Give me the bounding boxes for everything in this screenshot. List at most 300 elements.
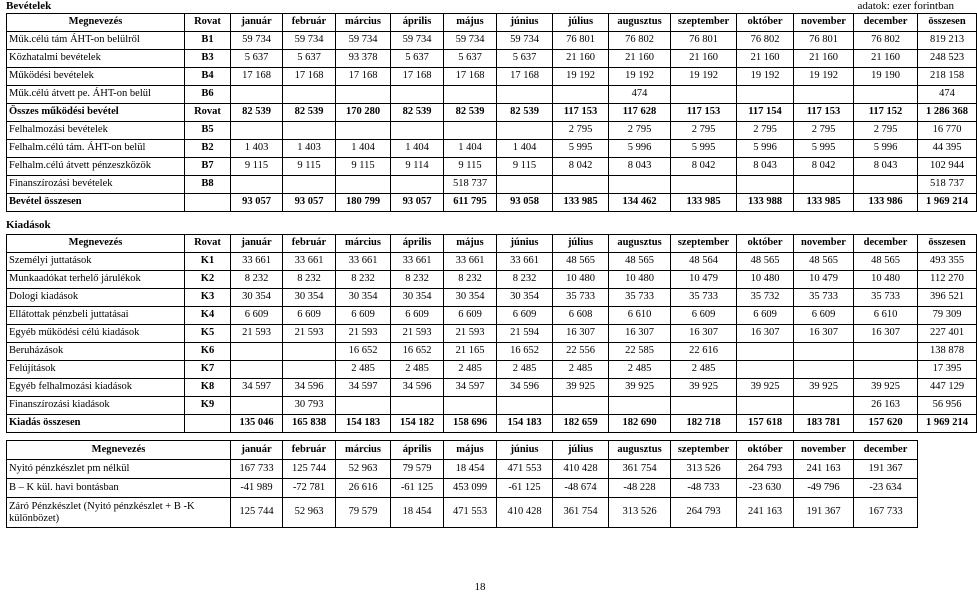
table-cell: -41 989 <box>231 479 283 498</box>
table-cell: 248 523 <box>918 50 977 68</box>
column-header: június <box>497 235 553 253</box>
column-header: január <box>231 235 283 253</box>
units-note: adatok: ezer forintban <box>857 0 954 12</box>
column-header: március <box>336 441 391 460</box>
column-header: október <box>737 441 794 460</box>
table-cell: 16 307 <box>553 325 609 343</box>
table-cell: 21 160 <box>609 50 671 68</box>
table-cell <box>553 86 609 104</box>
table-cell: 19 192 <box>671 68 737 86</box>
table-cell: 102 944 <box>918 158 977 176</box>
row-code: B1 <box>185 32 231 50</box>
table-cell: 17 168 <box>497 68 553 86</box>
column-header: május <box>444 235 497 253</box>
table-cell: -61 125 <box>497 479 553 498</box>
table-cell: 2 795 <box>671 122 737 140</box>
table-row <box>7 253 977 271</box>
table-cell: 471 553 <box>497 460 553 479</box>
table-cell: 1 969 214 <box>918 194 977 212</box>
table-cell: 79 579 <box>391 460 444 479</box>
table-cell: 5 996 <box>854 140 918 158</box>
table-cell: -23 634 <box>854 479 918 498</box>
table-cell: 133 985 <box>794 194 854 212</box>
table-cell: 39 925 <box>854 379 918 397</box>
table-cell: 93 057 <box>231 194 283 212</box>
table-cell: 218 158 <box>918 68 977 86</box>
table-cell: 93 378 <box>336 50 391 68</box>
table-cell <box>794 361 854 379</box>
table-cell: 21 593 <box>336 325 391 343</box>
table-cell: 9 115 <box>444 158 497 176</box>
row-code: B7 <box>185 158 231 176</box>
table-cell: 6 610 <box>854 307 918 325</box>
table-cell: 1 404 <box>444 140 497 158</box>
table-cell: 19 190 <box>854 68 918 86</box>
table-cell: 2 795 <box>609 122 671 140</box>
table-cell: 10 479 <box>671 271 737 289</box>
table-cell: 33 661 <box>444 253 497 271</box>
table-cell <box>283 122 336 140</box>
table-cell: 52 963 <box>336 460 391 479</box>
row-code: B8 <box>185 176 231 194</box>
table-cell <box>794 397 854 415</box>
table-cell: 33 661 <box>231 253 283 271</box>
table-cell: 1 404 <box>497 140 553 158</box>
column-header: Rovat <box>185 14 231 32</box>
table-cell <box>336 176 391 194</box>
row-label: Felhalm.célú átvett pénzeszközök <box>7 158 185 176</box>
table-cell: 30 354 <box>391 289 444 307</box>
column-header: szeptember <box>671 441 737 460</box>
row-label: Felújítások <box>7 361 185 379</box>
table-cell <box>553 397 609 415</box>
table-cell: 6 609 <box>737 307 794 325</box>
row-label: Bevétel összesen <box>7 194 185 212</box>
table-cell: 5 637 <box>283 50 336 68</box>
table-cell <box>854 361 918 379</box>
table-cell: 2 485 <box>671 361 737 379</box>
table-cell: 2 485 <box>444 361 497 379</box>
table-cell <box>283 343 336 361</box>
table-cell: 6 609 <box>444 307 497 325</box>
table-cell: 48 565 <box>737 253 794 271</box>
table-cell: 133 988 <box>737 194 794 212</box>
table-cell: 134 462 <box>609 194 671 212</box>
table-cell: 182 690 <box>609 415 671 433</box>
table-cell: 1 403 <box>283 140 336 158</box>
table-cell: 396 521 <box>918 289 977 307</box>
table-cell: 2 485 <box>391 361 444 379</box>
table-cell: 34 597 <box>336 379 391 397</box>
table-cell: -49 796 <box>794 479 854 498</box>
table-cell: 8 043 <box>609 158 671 176</box>
table-row <box>7 122 977 140</box>
column-header: december <box>854 235 918 253</box>
table-cell: 165 838 <box>283 415 336 433</box>
column-header: június <box>497 441 553 460</box>
column-header: összesen <box>918 14 977 32</box>
row-label: Összes működési bevétel <box>7 104 185 122</box>
table-cell: 16 307 <box>671 325 737 343</box>
table-cell: 35 733 <box>553 289 609 307</box>
table-cell: 16 770 <box>918 122 977 140</box>
table-cell: 39 925 <box>737 379 794 397</box>
table-cell: 5 995 <box>794 140 854 158</box>
table-cell: 5 995 <box>671 140 737 158</box>
table-cell: 138 878 <box>918 343 977 361</box>
table-cell: 48 564 <box>671 253 737 271</box>
table-cell: 471 553 <box>444 498 497 528</box>
table-cell: 191 367 <box>794 498 854 528</box>
column-header: január <box>231 14 283 32</box>
table-cell: 410 428 <box>553 460 609 479</box>
table-cell: 44 395 <box>918 140 977 158</box>
table-cell: -48 228 <box>609 479 671 498</box>
column-header: április <box>391 14 444 32</box>
table-row <box>7 86 977 104</box>
table-cell: -72 781 <box>283 479 336 498</box>
table-cell: 167 733 <box>854 498 918 528</box>
table-cell <box>336 86 391 104</box>
table-cell: 19 192 <box>737 68 794 86</box>
table-cell: 2 485 <box>553 361 609 379</box>
table-cell <box>671 397 737 415</box>
table-row <box>7 140 977 158</box>
table-cell: 76 802 <box>737 32 794 50</box>
table-cell: 264 793 <box>671 498 737 528</box>
table-cell: 6 609 <box>336 307 391 325</box>
table-cell: 8 232 <box>283 271 336 289</box>
table-cell <box>497 397 553 415</box>
table-cell: 21 160 <box>737 50 794 68</box>
row-code: K4 <box>185 307 231 325</box>
table-cell <box>497 122 553 140</box>
table-cell: 241 163 <box>737 498 794 528</box>
table-cell: 21 593 <box>283 325 336 343</box>
table-cell: 5 637 <box>444 50 497 68</box>
row-label: Kiadás összesen <box>7 415 185 433</box>
table-cell: 133 985 <box>671 194 737 212</box>
table-cell: 191 367 <box>854 460 918 479</box>
row-label: Felhalmozási bevételek <box>7 122 185 140</box>
row-label: Dologi kiadások <box>7 289 185 307</box>
table-cell <box>444 122 497 140</box>
expenses-header-row <box>7 235 977 253</box>
column-header: december <box>854 14 918 32</box>
table-cell: 117 628 <box>609 104 671 122</box>
table-cell <box>737 176 794 194</box>
row-label: Finanszírozási bevételek <box>7 176 185 194</box>
table-cell: 17 168 <box>444 68 497 86</box>
table-cell: 39 925 <box>553 379 609 397</box>
table-row <box>7 104 977 122</box>
table-cell: 16 307 <box>609 325 671 343</box>
column-header: november <box>794 14 854 32</box>
table-cell: 26 163 <box>854 397 918 415</box>
column-header: július <box>553 235 609 253</box>
table-cell: 2 485 <box>497 361 553 379</box>
table-cell <box>391 86 444 104</box>
table-cell <box>283 86 336 104</box>
table-cell: 133 985 <box>553 194 609 212</box>
table-cell: 33 661 <box>497 253 553 271</box>
table-cell: 17 168 <box>283 68 336 86</box>
table-cell: 35 732 <box>737 289 794 307</box>
table-cell: 39 925 <box>794 379 854 397</box>
table-cell: 241 163 <box>794 460 854 479</box>
table-cell: 59 734 <box>231 32 283 50</box>
table-row <box>7 343 977 361</box>
table-cell: 227 401 <box>918 325 977 343</box>
table-cell: 154 183 <box>497 415 553 433</box>
table-cell: 10 480 <box>553 271 609 289</box>
table-cell: 10 480 <box>854 271 918 289</box>
table-cell: 180 799 <box>336 194 391 212</box>
table-row <box>7 361 977 379</box>
table-cell: 93 057 <box>391 194 444 212</box>
table-cell: 474 <box>609 86 671 104</box>
table-cell: 6 609 <box>671 307 737 325</box>
row-code: B2 <box>185 140 231 158</box>
column-header: február <box>283 235 336 253</box>
table-cell: 21 165 <box>444 343 497 361</box>
table-row <box>7 307 977 325</box>
table-cell: -48 733 <box>671 479 737 498</box>
table-cell <box>497 86 553 104</box>
column-header: július <box>553 441 609 460</box>
row-label: Beruházások <box>7 343 185 361</box>
column-header: április <box>391 441 444 460</box>
row-code: K8 <box>185 379 231 397</box>
table-cell: 611 795 <box>444 194 497 212</box>
table-cell: 33 661 <box>336 253 391 271</box>
table-cell: 6 609 <box>391 307 444 325</box>
table-cell <box>231 86 283 104</box>
table-cell: 154 183 <box>336 415 391 433</box>
table-cell: 39 925 <box>609 379 671 397</box>
table-cell: 8 042 <box>794 158 854 176</box>
table-cell: 2 795 <box>553 122 609 140</box>
table-cell: 6 610 <box>609 307 671 325</box>
table-cell: 35 733 <box>609 289 671 307</box>
table-row <box>7 289 977 307</box>
table-cell: 5 637 <box>391 50 444 68</box>
revenue-table <box>6 13 977 212</box>
table-cell: 6 608 <box>553 307 609 325</box>
column-header: október <box>737 235 794 253</box>
table-cell: 8 232 <box>444 271 497 289</box>
column-header: Megnevezés <box>7 235 185 253</box>
row-code: K3 <box>185 289 231 307</box>
table-cell: 30 354 <box>497 289 553 307</box>
table-cell: 1 969 214 <box>918 415 977 433</box>
row-code <box>185 415 231 433</box>
column-header: Rovat <box>185 235 231 253</box>
row-code <box>185 194 231 212</box>
table-cell: 2 795 <box>794 122 854 140</box>
column-header: szeptember <box>671 14 737 32</box>
table-cell: -23 630 <box>737 479 794 498</box>
table-cell: 10 480 <box>609 271 671 289</box>
table-row <box>7 32 977 50</box>
table-row <box>7 397 977 415</box>
column-header: augusztus <box>609 441 671 460</box>
table-row <box>7 498 918 528</box>
table-cell: 22 585 <box>609 343 671 361</box>
table-cell: 18 454 <box>444 460 497 479</box>
table-cell: 16 652 <box>391 343 444 361</box>
row-label: Nyitó pénzkészlet pm nélkül <box>7 460 231 479</box>
table-cell: 117 153 <box>671 104 737 122</box>
column-header: június <box>497 14 553 32</box>
table-cell <box>231 176 283 194</box>
row-code: K2 <box>185 271 231 289</box>
table-cell: 447 129 <box>918 379 977 397</box>
table-cell: 19 192 <box>609 68 671 86</box>
column-header: összesen <box>918 235 977 253</box>
table-cell <box>671 176 737 194</box>
table-cell: 76 801 <box>794 32 854 50</box>
table-cell: 453 099 <box>444 479 497 498</box>
table-cell: 518 737 <box>918 176 977 194</box>
table-cell: 21 160 <box>794 50 854 68</box>
table-cell: 30 793 <box>283 397 336 415</box>
table-cell: 93 058 <box>497 194 553 212</box>
table-cell: -48 674 <box>553 479 609 498</box>
table-cell: 158 696 <box>444 415 497 433</box>
expenses-table <box>6 234 977 433</box>
table-cell: 112 270 <box>918 271 977 289</box>
table-cell: 8 042 <box>553 158 609 176</box>
table-cell: 117 154 <box>737 104 794 122</box>
table-cell <box>794 176 854 194</box>
table-cell: 35 733 <box>671 289 737 307</box>
table-cell <box>231 343 283 361</box>
column-header: augusztus <box>609 14 671 32</box>
table-cell: 30 354 <box>231 289 283 307</box>
table-cell: 1 404 <box>336 140 391 158</box>
table-cell: 410 428 <box>497 498 553 528</box>
table-cell <box>231 122 283 140</box>
row-label: Személyi juttatások <box>7 253 185 271</box>
table-cell <box>854 86 918 104</box>
table-cell: 5 637 <box>231 50 283 68</box>
row-code: K9 <box>185 397 231 415</box>
table-cell: 361 754 <box>553 498 609 528</box>
table-cell <box>737 397 794 415</box>
page-number: 18 <box>474 581 486 593</box>
table-cell <box>737 343 794 361</box>
table-cell: 82 539 <box>283 104 336 122</box>
table-cell: 9 115 <box>336 158 391 176</box>
table-cell: 9 115 <box>283 158 336 176</box>
table-cell: 82 539 <box>231 104 283 122</box>
table-cell <box>737 361 794 379</box>
table-cell: 6 609 <box>497 307 553 325</box>
table-cell <box>854 176 918 194</box>
table-cell: 10 480 <box>737 271 794 289</box>
expenses-section-title: Kiadások <box>6 219 51 231</box>
table-cell <box>444 397 497 415</box>
table-cell: 59 734 <box>391 32 444 50</box>
cash-table <box>6 440 918 528</box>
table-cell <box>336 122 391 140</box>
table-cell: 8 232 <box>497 271 553 289</box>
table-cell <box>444 86 497 104</box>
table-cell: 5 637 <box>497 50 553 68</box>
table-cell: 167 733 <box>231 460 283 479</box>
table-row <box>7 50 977 68</box>
table-cell: 21 160 <box>553 50 609 68</box>
table-cell: 361 754 <box>609 460 671 479</box>
table-cell: 35 733 <box>794 289 854 307</box>
table-cell: 313 526 <box>671 460 737 479</box>
table-cell: 52 963 <box>283 498 336 528</box>
table-row <box>7 415 977 433</box>
table-cell <box>671 86 737 104</box>
table-cell: 8 232 <box>391 271 444 289</box>
row-label: Műk.célú átvett pe. ÁHT-on belül <box>7 86 185 104</box>
table-cell <box>737 86 794 104</box>
table-row <box>7 479 918 498</box>
row-label: Záró Pénzkészlet (Nyitó pénzkészlet + B -K különbözet) <box>7 498 231 528</box>
table-cell: 6 609 <box>231 307 283 325</box>
table-cell: 157 618 <box>737 415 794 433</box>
table-cell: 6 609 <box>794 307 854 325</box>
table-cell: 313 526 <box>609 498 671 528</box>
column-header: Megnevezés <box>7 441 231 460</box>
table-cell: 76 801 <box>671 32 737 50</box>
table-cell: 82 539 <box>391 104 444 122</box>
table-cell: 8 232 <box>231 271 283 289</box>
table-cell: 59 734 <box>444 32 497 50</box>
column-header: január <box>231 441 283 460</box>
table-cell: 22 616 <box>671 343 737 361</box>
table-cell: 5 996 <box>609 140 671 158</box>
revenue-section-title: Bevételek <box>6 0 52 12</box>
table-cell: 21 594 <box>497 325 553 343</box>
table-cell: 117 153 <box>553 104 609 122</box>
table-cell: 17 395 <box>918 361 977 379</box>
table-cell: 819 213 <box>918 32 977 50</box>
table-cell: 21 593 <box>444 325 497 343</box>
row-label: Egyéb működési célú kiadások <box>7 325 185 343</box>
table-cell: 5 996 <box>737 140 794 158</box>
table-cell: 9 115 <box>497 158 553 176</box>
table-cell: 34 597 <box>444 379 497 397</box>
row-label: B – K kül. havi bontásban <box>7 479 231 498</box>
column-header: március <box>336 14 391 32</box>
column-header: április <box>391 235 444 253</box>
row-label: Műk.célú tám ÁHT-on belülről <box>7 32 185 50</box>
table-cell: 59 734 <box>283 32 336 50</box>
table-cell: 48 565 <box>854 253 918 271</box>
table-cell: 48 565 <box>553 253 609 271</box>
table-cell: 474 <box>918 86 977 104</box>
table-cell <box>336 397 391 415</box>
table-cell: 93 057 <box>283 194 336 212</box>
table-cell: 182 659 <box>553 415 609 433</box>
table-cell: 1 404 <box>391 140 444 158</box>
column-header: május <box>444 14 497 32</box>
table-cell: 30 354 <box>283 289 336 307</box>
table-row <box>7 194 977 212</box>
table-cell: 157 620 <box>854 415 918 433</box>
table-cell: 8 232 <box>336 271 391 289</box>
row-code: B5 <box>185 122 231 140</box>
table-cell <box>231 361 283 379</box>
table-row <box>7 158 977 176</box>
